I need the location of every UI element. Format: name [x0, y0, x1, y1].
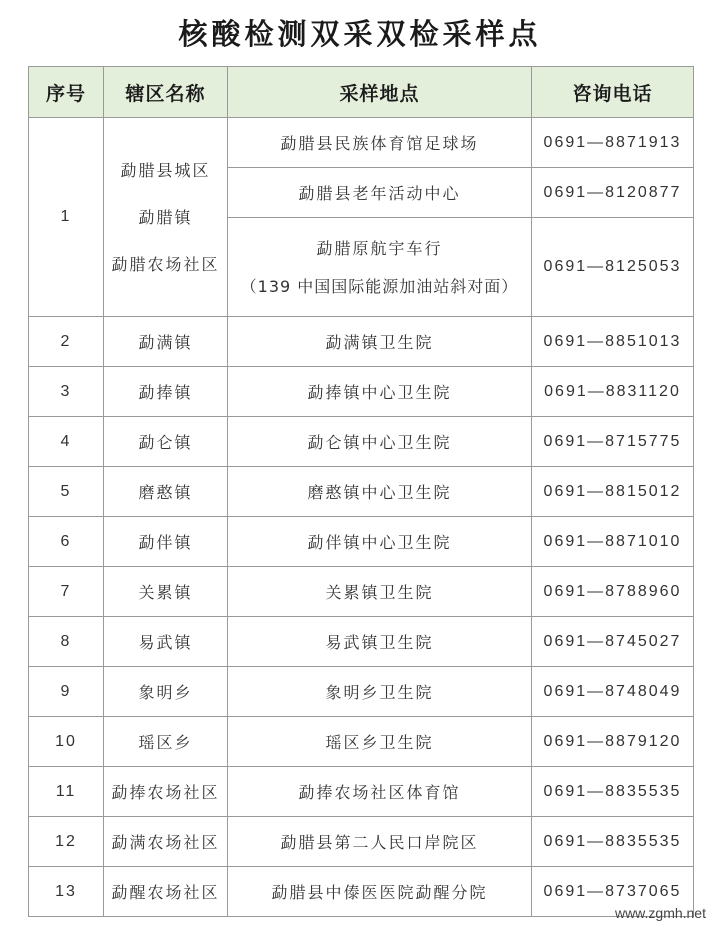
table-row — [29, 667, 694, 717]
page-title: 核酸检测双采双检采样点 — [178, 17, 542, 51]
row-site: 磨憨镇中心卫生院 — [228, 467, 532, 517]
table-row — [29, 717, 694, 767]
row-phone: 0691—8788960 — [532, 567, 694, 617]
table-row — [29, 567, 694, 617]
row-site: 象明乡卫生院 — [228, 667, 532, 717]
row-phone: 0691—8815012 — [532, 467, 694, 517]
row-phone: 0691—8835535 — [532, 767, 694, 817]
row-seq: 8 — [29, 617, 104, 667]
row-phone: 0691—8871010 — [532, 517, 694, 567]
row-district: 易武镇 — [104, 617, 228, 667]
row-phone: 0691—8748049 — [532, 667, 694, 717]
district-line: 勐腊农场社区 — [111, 254, 220, 274]
row-site: 勐腊县第二人民口岸院区 — [228, 817, 532, 867]
table-row — [29, 317, 694, 367]
table-row — [29, 417, 694, 467]
row-phone: 0691—8737065 — [532, 867, 694, 917]
row-district: 勐满农场社区 — [104, 817, 228, 867]
row-site: 勐捧镇中心卫生院 — [228, 367, 532, 417]
row-site: 勐腊县民族体育馆足球场 — [228, 118, 532, 168]
district-line: 勐腊镇 — [138, 207, 193, 227]
row-site: 瑶区乡卫生院 — [228, 717, 532, 767]
district-line: 勐腊县城区 — [120, 160, 211, 180]
row-seq: 11 — [29, 767, 104, 817]
row-district: 勐捧农场社区 — [104, 767, 228, 817]
row-district: 关累镇 — [104, 567, 228, 617]
row-site: 勐仑镇中心卫生院 — [228, 417, 532, 467]
row-district — [104, 118, 228, 317]
row-district: 勐醒农场社区 — [104, 867, 228, 917]
table-row — [29, 517, 694, 567]
table-row — [29, 118, 694, 168]
row-district: 磨憨镇 — [104, 467, 228, 517]
header-district: 辖区名称 — [104, 67, 228, 118]
row-site: 勐腊县老年活动中心 — [228, 168, 532, 218]
row-site — [228, 218, 532, 317]
row-site: 勐伴镇中心卫生院 — [228, 517, 532, 567]
row-seq: 2 — [29, 317, 104, 367]
row-seq: 4 — [29, 417, 104, 467]
row-phone: 0691—8871913 — [532, 118, 694, 168]
row-district: 勐伴镇 — [104, 517, 228, 567]
row-seq: 10 — [29, 717, 104, 767]
row-seq: 6 — [29, 517, 104, 567]
row-site: 易武镇卫生院 — [228, 617, 532, 667]
row-phone: 0691—8851013 — [532, 317, 694, 367]
row-seq: 1 — [29, 118, 104, 317]
row-district: 象明乡 — [104, 667, 228, 717]
header-seq: 序号 — [29, 67, 104, 118]
row-seq: 13 — [29, 867, 104, 917]
row-seq: 12 — [29, 817, 104, 867]
watermark: www.zgmh.net — [614, 905, 706, 921]
row-seq: 7 — [29, 567, 104, 617]
row-district: 瑶区乡 — [104, 717, 228, 767]
site-line: 勐腊原航宇车行 — [316, 239, 443, 258]
header-site: 采样地点 — [228, 67, 532, 118]
row-site: 关累镇卫生院 — [228, 567, 532, 617]
header-phone: 咨询电话 — [532, 67, 694, 118]
row-phone: 0691—8715775 — [532, 417, 694, 467]
row-district: 勐仑镇 — [104, 417, 228, 467]
sampling-sites-table — [28, 66, 694, 917]
row-phone: 0691—8120877 — [532, 168, 694, 218]
site-line: （139 中国国际能源加油站斜对面） — [240, 277, 519, 296]
row-phone: 0691—8745027 — [532, 617, 694, 667]
row-seq: 5 — [29, 467, 104, 517]
row-site: 勐捧农场社区体育馆 — [228, 767, 532, 817]
table-row — [29, 617, 694, 667]
row-district: 勐捧镇 — [104, 367, 228, 417]
row-district: 勐满镇 — [104, 317, 228, 367]
row-phone: 0691—8125053 — [532, 218, 694, 317]
row-seq: 9 — [29, 667, 104, 717]
row-site: 勐腊县中傣医医院勐醒分院 — [228, 867, 532, 917]
table-row — [29, 817, 694, 867]
table-header-row — [29, 67, 694, 118]
table-row — [29, 767, 694, 817]
table-row — [29, 467, 694, 517]
row-phone: 0691—8835535 — [532, 817, 694, 867]
row-phone: 0691—8879120 — [532, 717, 694, 767]
row-site: 勐满镇卫生院 — [228, 317, 532, 367]
table-row — [29, 367, 694, 417]
row-seq: 3 — [29, 367, 104, 417]
table-row — [29, 867, 694, 917]
row-phone: 0691—8831120 — [532, 367, 694, 417]
